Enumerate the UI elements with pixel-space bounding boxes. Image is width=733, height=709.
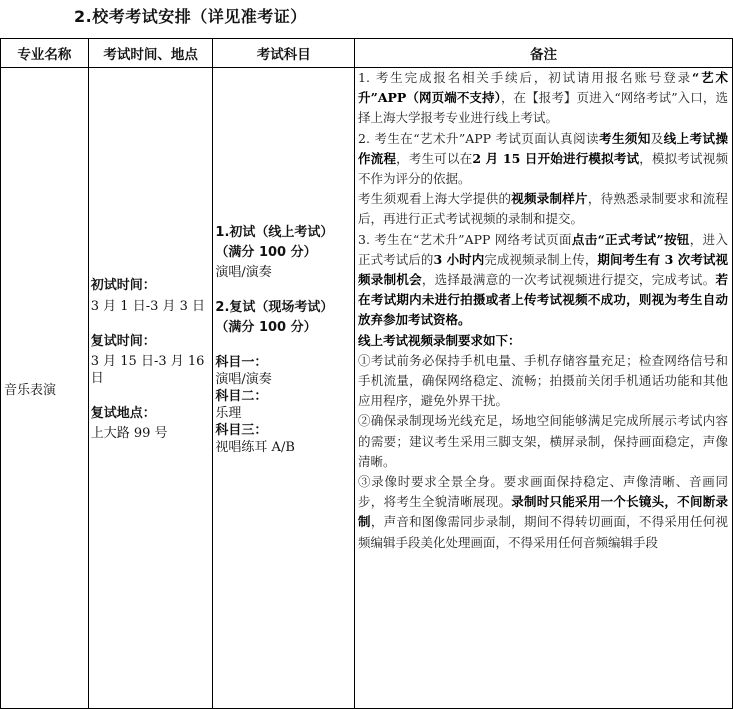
- subject-one-label: 科目一：: [215, 355, 268, 370]
- subject-three-label: 科目三：: [215, 423, 268, 438]
- retest-place-label: 复试地点：: [90, 406, 156, 421]
- requirement-3: ③录像时要求全景全身。要求画面保持稳定、声像清晰、音画同步，将考生全貌清晰展现。录制时只能采用一个长镜头，不间断录制，声音和图像需同步录制，期间不得转切画面，不得采用任何视频编辑手段美化处理画面，不得采用任何音频编辑手段: [358, 474, 728, 550]
- note-2-continued: 考生须观看上海大学提供的视频录制样片，待熟悉录制要求和流程后，再进行正式考试视频的录制和提交。: [358, 191, 728, 227]
- table-row: [1, 68, 733, 709]
- initial-time-value: 3 月 1 日-3 月 3 日: [90, 299, 206, 314]
- subject-two-value: 乐理: [215, 406, 242, 421]
- header-subjects: 考试科目: [213, 39, 355, 68]
- initial-exam-item: 演唱/演奏: [215, 265, 272, 280]
- note-3: 3. 考生在“艺术升”APP 网络考试页面点击“正式考试”按钮，进入正式考试后的3 小时内完成视频录制上传，期间考生有 3 次考试视频录制机会，选择最满意的一次考试视频进行提交，完成考试。若在考试期内未进行拍摄或者上传考试视频不成功，则视为考生自动放弃参加考试资格。: [358, 231, 728, 328]
- header-time-place: 考试时间、地点: [88, 39, 213, 68]
- header-major: 专业名称: [1, 39, 89, 68]
- major-name: 音乐表演: [1, 68, 89, 709]
- video-requirements-title: 线上考试视频录制要求如下：: [358, 332, 521, 348]
- remarks-cell: [355, 68, 733, 709]
- table-header-row: [1, 39, 733, 68]
- subject-two-label: 科目二：: [215, 389, 268, 404]
- retest-exam-title: 2.复试（现场考试）: [215, 300, 334, 315]
- header-remarks: 备注: [355, 39, 733, 68]
- subjects-cell: [213, 68, 355, 709]
- initial-exam-score: （满分 100 分）: [215, 245, 317, 260]
- note-2: 2. 考生在“艺术升”APP 考试页面认真阅读考生须知及线上考试操作流程，考生可以在2 月 15 日开始进行模拟考试，模拟考试视频不作为评分的依据。: [358, 130, 728, 187]
- retest-place-value: 上大路 99 号: [90, 426, 168, 441]
- subject-one-value: 演唱/演奏: [215, 372, 272, 387]
- requirement-1: ①考试前务必保持手机电量、手机存储容量充足；检查网络信号和手机流量，确保网络稳定、流畅；拍摄前关闭手机通话功能和其他应用程序，避免外界干扰。: [358, 352, 728, 409]
- initial-time-label: 初试时间：: [90, 278, 156, 293]
- note-1: 1. 考生完成报名相关手续后，初试请用报名账号登录“艺术升”APP（网页端不支持），在【报考】页进入“网络考试”入口，选择上海大学报考专业进行线上考试。: [358, 70, 728, 126]
- retest-exam-score: （满分 100 分）: [215, 320, 317, 335]
- time-place-cell: [88, 68, 213, 709]
- subject-three-value: 视唱练耳 A/B: [215, 440, 295, 455]
- initial-exam-title: 1.初试（线上考试）: [215, 225, 334, 240]
- requirement-2: ②确保录制现场光线充足，场地空间能够满足完成所展示考试内容的需要；建议考生采用三脚支架，横屏录制，保持画面稳定，声像清晰。: [358, 413, 728, 469]
- exam-schedule-table: [0, 38, 733, 709]
- retest-time-value: 3 月 15 日-3 月 16 日: [90, 354, 205, 386]
- retest-time-label: 复试时间：: [90, 334, 156, 349]
- section-title: 2.校考考试安排（详见准考证）: [74, 7, 307, 26]
